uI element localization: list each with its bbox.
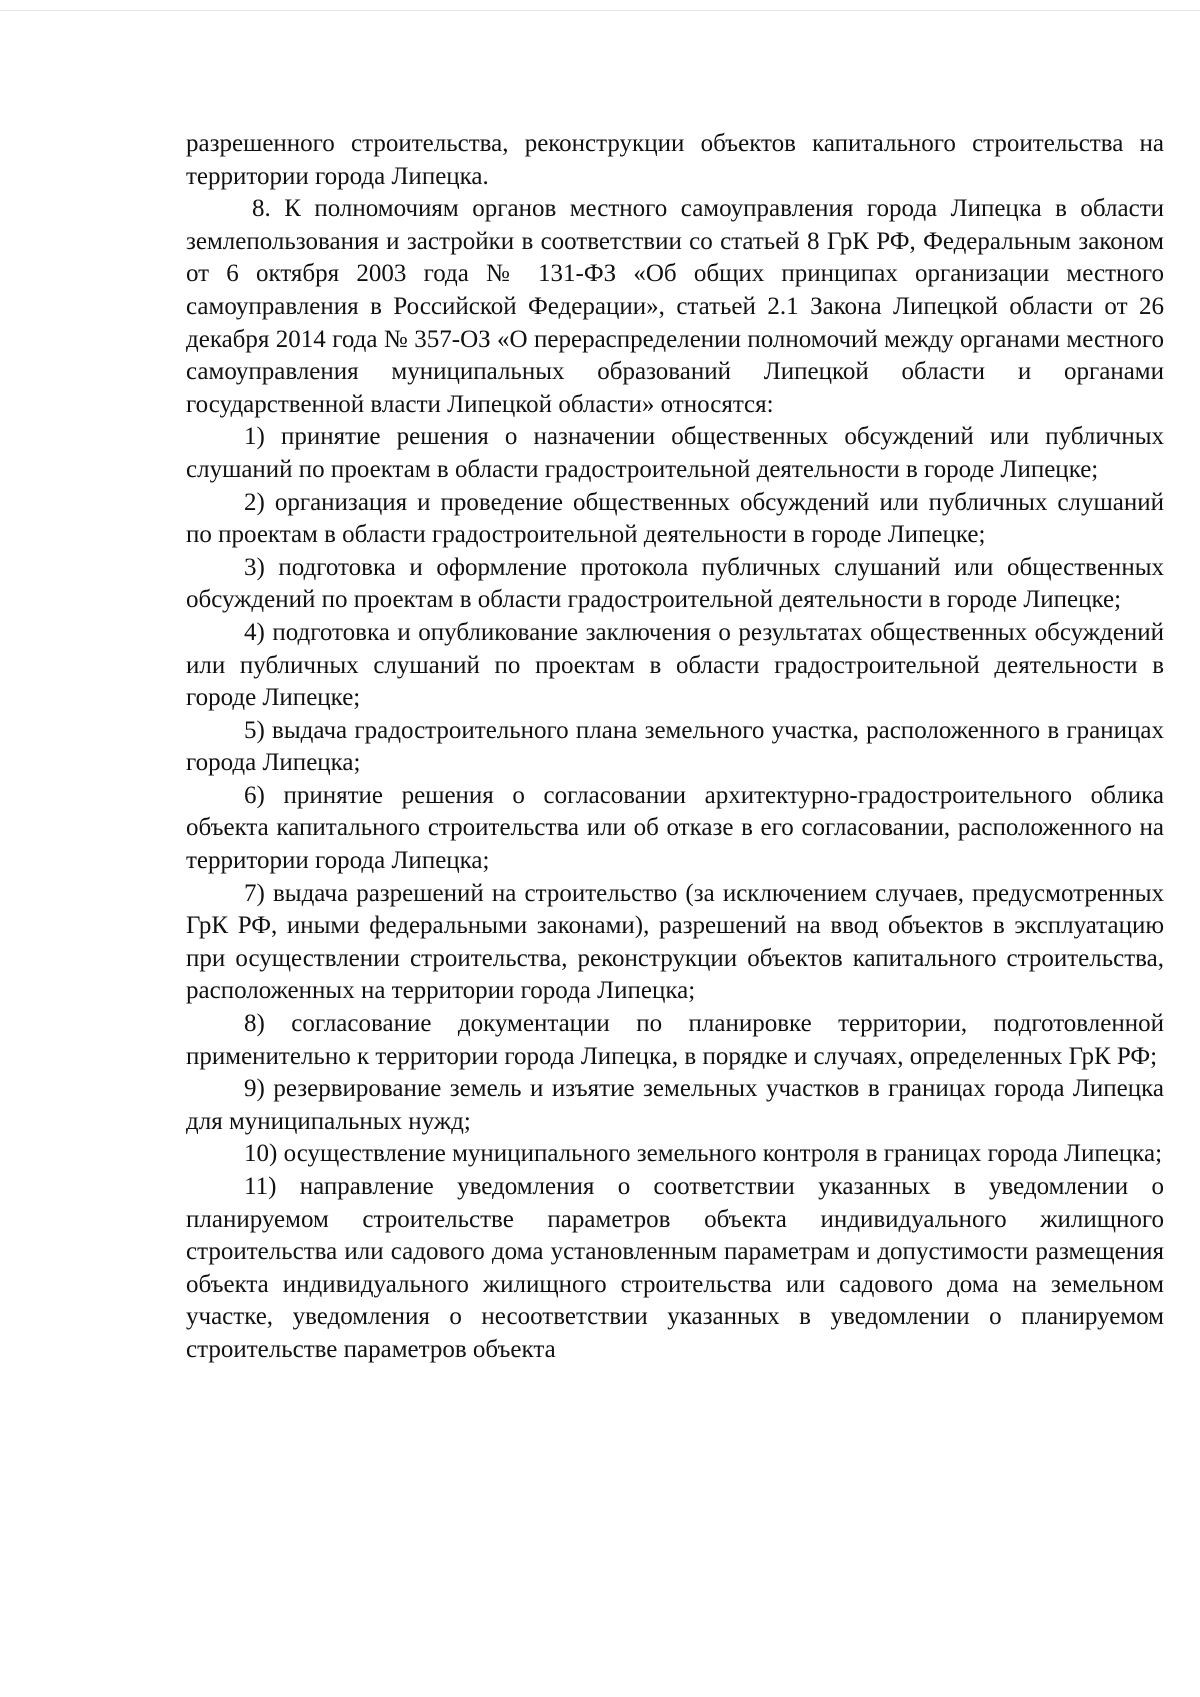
scan-edge-line: [0, 10, 1200, 11]
list-item-5: 5) выдача градостроительного плана земельного участка, расположенного в границах города Липецка;: [186, 716, 1164, 777]
paragraph-continuation: разрешенного строительства, реконструкции объектов капитального строительства на территории города Липецка.: [186, 130, 1164, 190]
document-body: [186, 128, 1164, 1367]
list-item-8: 8) согласование документации по планировке территории, подготовленной применительно к территории города Липецка, в порядке и случаях, определенных ГрК РФ;: [186, 1010, 1164, 1070]
list-item-9: 9) резервирование земель и изъятие земельных участков в границах города Липецка для муниципальных нужд;: [186, 1075, 1164, 1135]
list-item-3: 3) подготовка и оформление протокола публичных слушаний или общественных обсуждений по проектам в области градостроительной деятельности в городе Липецке;: [186, 553, 1164, 614]
list-item-10: 10) осуществление муниципального земельного контроля в границах города Липецка;: [244, 1140, 1163, 1168]
list-item-4: 4) подготовка и опубликование заключения о результатах общественных обсуждений или публичных слушаний по проектам в области градостроительной деятельности в городе Липецке;: [186, 618, 1164, 712]
list-item-7: 7) выдача разрешений на строительство (за исключением случаев, предусмотренных ГрК РФ, иными федеральными законами), разрешений на ввод объектов в эксплуатацию при осуществлении строительства, реконструкции объектов капитального строительства, расположенных на территории города Липецка;: [186, 879, 1164, 1005]
list-item-1: 1) принятие решения о назначении общественных обсуждений или публичных слушаний по проектам в области градостроительной деятельности в городе Липецке;: [186, 423, 1164, 483]
list-item-6: 6) принятие решения о согласовании архитектурно-градостроительного облика объекта капитального строительства или об отказе в его согласовании, расположенного на территории города Липецка;: [186, 781, 1164, 875]
list-item-2: 2) организация и проведение общественных обсуждений или публичных слушаний по проектам в области градостроительной деятельности в городе Липецке;: [186, 488, 1164, 549]
paragraph-item-8: 8. К полномочиям органов местного самоуправления города Липецка в области землепользования и застройки в соответствии со статьей 8 ГрК РФ, Федеральным законом от 6 октября 2003 года № 131-ФЗ «Об общих принципах организации местного самоуправления в Российской Федерации», статьей 2.1 Закона Липецкой области от 26 декабря 2014 года № 357-ОЗ «О перераспределении полномочий между органами местного самоуправления муниципальных образований Липецкой области и органами государственной власти Липецкой области» относятся:: [186, 195, 1164, 418]
list-item-11: 11) направление уведомления о соответствии указанных в уведомлении о планируемом строительстве параметров объекта индивидуального жилищного строительства или садового дома установленным параметрам и допустимости размещения объекта индивидуального жилищного строительства или садового дома на земельном участке, уведомления о несоответствии указанных в уведомлении о планируемом строительстве параметров объекта: [186, 1173, 1164, 1363]
